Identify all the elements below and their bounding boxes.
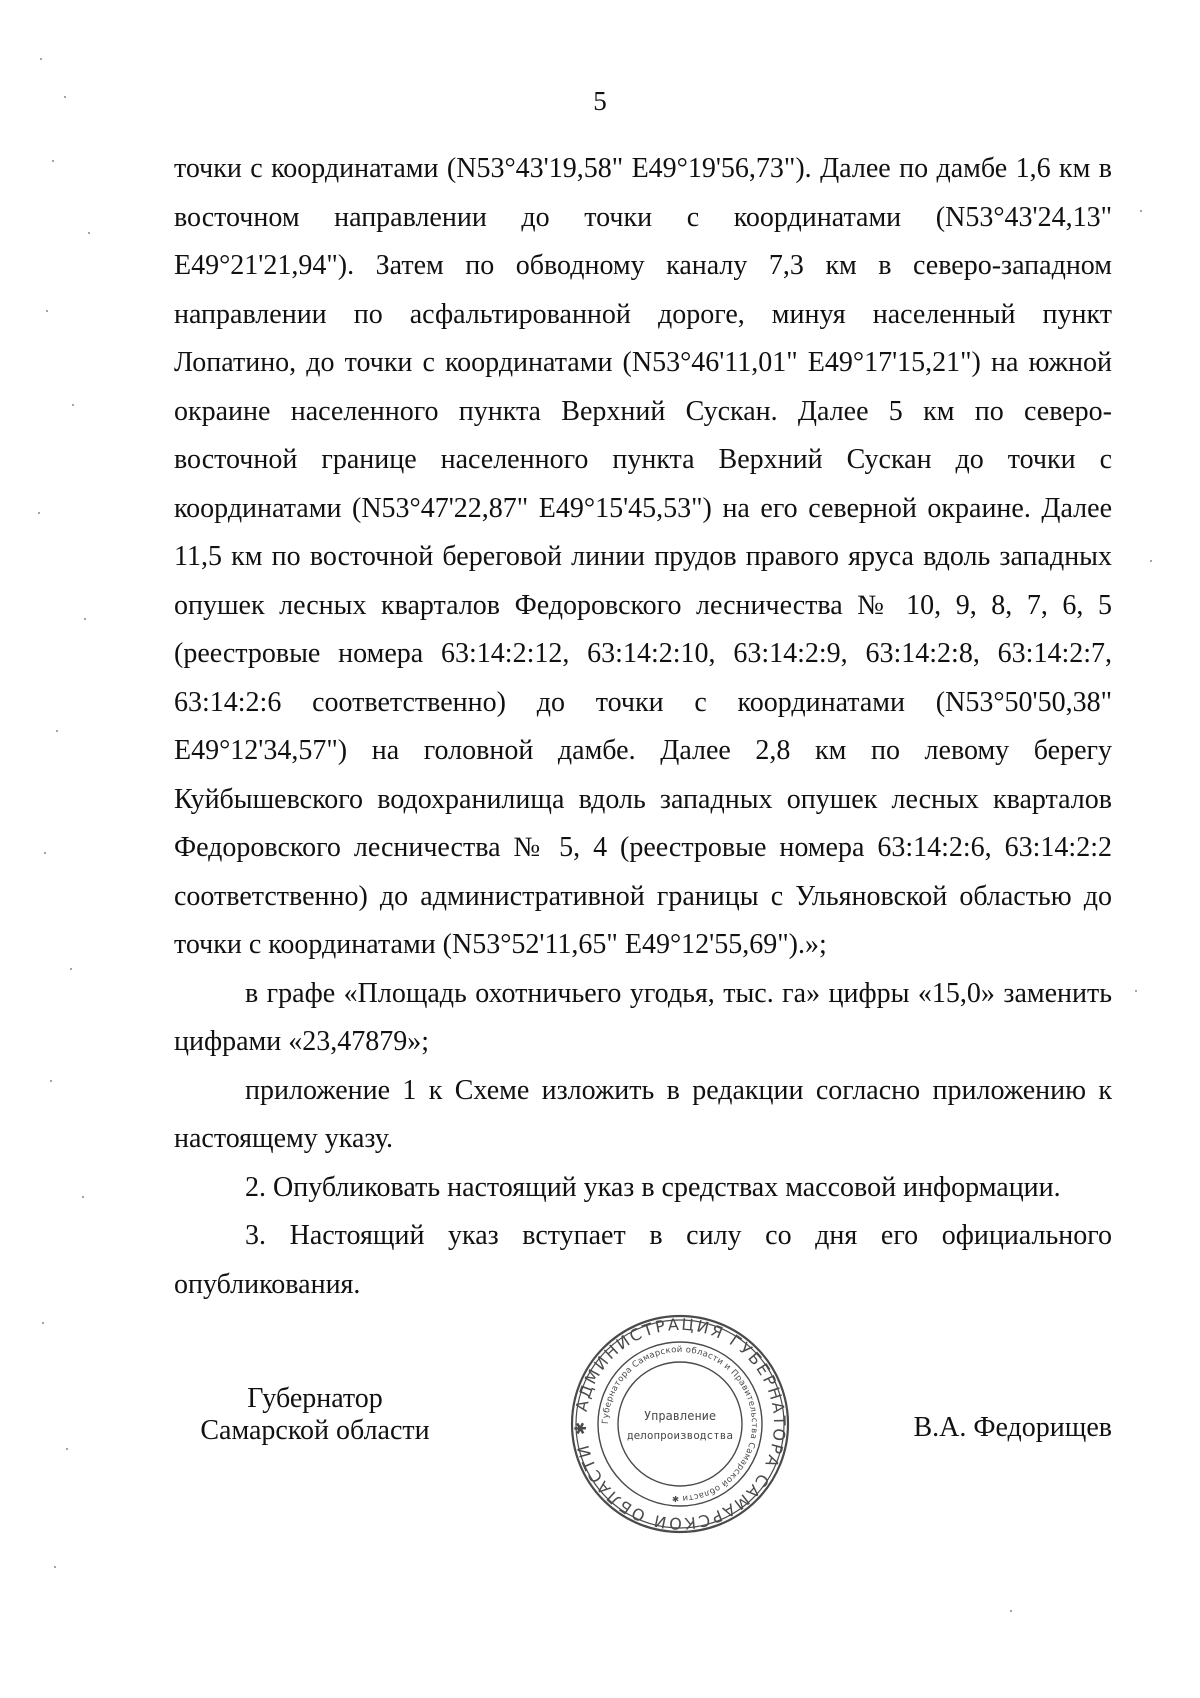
signatory-position [190,1383,440,1447]
scan-speck [1010,1610,1012,1612]
scan-speck [84,618,86,620]
paragraph-publish: 2. Опубликовать настоящий указ в средствах массовой информации. [245,1171,1061,1203]
scan-speck [1140,210,1142,212]
scan-speck [82,1196,84,1198]
scan-speck [56,730,58,732]
scan-speck [42,1322,44,1324]
paragraph-boundary-description: точки с координатами (N53°43'19,58" E49°19'56,73"). Далее по дамбе 1,6 км в восточном направлении до точки с координатами (N53°43'24,13" E49°21'21,94"). Затем по обводному каналу 7,3 км в северо-западном направлении по асфальтированной дороге, минуя населенный пункт Лопатино, до точки с координатами (N53°46'11,01" E49°17'15,21") на южной окраине населенного пункта Верхний Сускан. Далее 5 км по северо-восточной границе населенного пункта Верхний Сускан до точки с координатами (N53°47'22,87" E49°15'45,53") на его северной окраине. Далее 11,5 км по восточной береговой линии прудов правого яруса вдоль западных опушек лесных кварталов Федоровского лесничества № 10, 9, 8, 7, 6, 5 (реестровые номера 63:14:2:12, 63:14:2:10, 63:14:2:9, 63:14:2:8, 63:14:2:7, 63:14:2:6 соответственно) до точки с координатами (N53°50'50,38" E49°12'34,57") на головной дамбе. Далее 2,8 км по левому берегу Куйбышевского водохранилища вдоль западных опушек лесных кварталов Федоровского лесничества № 5, 4 (реестровые номера 63:14:2:6, 63:14:2:2 соответственно) до административной границы с Ульяновской областью до точки с координатами (N53°52'11,65" E49°12'55,69").»; [174,153,1112,960]
paragraph-area-change: в графе «Площадь охотничьего угодья, тыс. га» цифры «15,0» заменить цифрами «23,47879»; [174,977,1112,1057]
page-number: 5 [593,86,607,116]
scan-speck [66,1448,68,1450]
scan-speck [70,968,72,970]
scan-speck [52,160,54,162]
scan-speck [50,1080,52,1082]
scan-speck [40,58,42,60]
signatory-position-line2: Самарской области [200,1415,430,1446]
signer-name: В.А. Федорищев [913,1412,1112,1443]
scan-speck [44,852,46,854]
scan-speck [64,96,66,98]
scan-speck [72,404,74,406]
document-body [174,145,1112,1309]
scan-speck [54,1566,56,1568]
signatory-position-line1: Губернатор [247,1383,383,1414]
paragraph-appendix: приложение 1 к Схеме изложить в редакции согласно приложению к настоящему указу. [174,1074,1112,1154]
scan-speck [1150,560,1152,562]
svg-text:делопроизводства: делопроизводства [627,1429,733,1442]
scan-speck [46,310,48,312]
scan-speck [88,232,90,234]
scan-speck [1135,990,1137,992]
svg-text:Управление: Управление [643,1409,717,1423]
scan-speck [38,512,40,514]
paragraph-effective-date: 3. Настоящий указ вступает в силу со дня его официального опубликования. [174,1220,1112,1300]
official-seal [568,1312,792,1536]
svg-text:АДМИНИСТРАЦИЯ ГУБЕРНАТОРА САМА: АДМИНИСТРАЦИЯ ГУБЕРНАТОРА САМАРСКОЙ ОБЛАСТИ ✱ [570,1314,790,1534]
svg-text:Губернатора Самарской области: Губернатора Самарской области и Правительства Самарской области ✱ [600,1344,760,1504]
